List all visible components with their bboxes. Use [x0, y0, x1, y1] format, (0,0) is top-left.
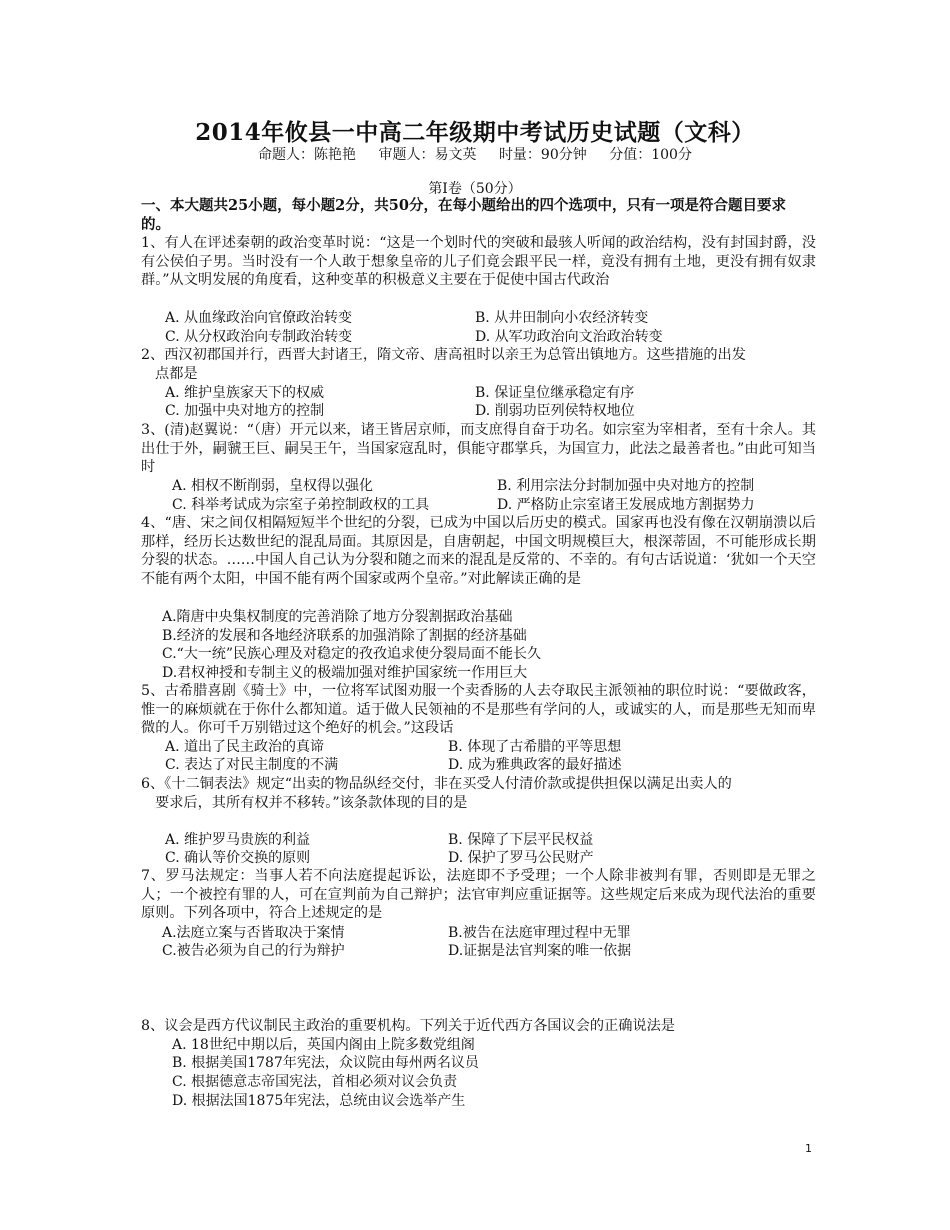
part-heading: 第Ⅰ卷（50分）	[428, 181, 522, 197]
option-c: C.“大一统”民族心理及对稳定的孜孜追求使分裂局面不能长久	[162, 646, 541, 662]
question-stem: 1、有人在评述秦朝的政治变革时说：“这是一个划时代的突破和最骇人听闻的政治结构，没有封国封爵，没有公侯伯子男。当时没有一个人敢于想象皇帝的儿子们竟会跟平民一样，竟没有拥有土地，更没有拥有奴隶群。”从文明发展的角度看，这种变革的积极意义主要在于促使中国古代政治	[141, 235, 816, 289]
question-stem: 7、罗马法规定：当事人若不向法庭提起诉讼，法庭即不予受理；一个人除非被判有罪，否则即是无罪之人；一个被控有罪的人，可在宣判前为自己辩护；法官审判应重证据等。这些规定后来成为现代法治的重要原则。下列各项中，符合上述规定的是	[141, 868, 816, 922]
option-d: D. 严格防止宗室诸王发展成地方割据势力	[497, 497, 755, 513]
option-b: B.经济的发展和各地经济联系的加强消除了割据的经济基础	[162, 628, 527, 644]
option-a: A.隋唐中央集权制度的完善消除了地方分裂割据政治基础	[162, 609, 513, 625]
option-d: D. 从军功政治向文治政治转变	[475, 329, 663, 345]
option-b: B. 利用宗法分封制加强中央对地方的控制	[497, 478, 755, 494]
exam-title: 2014年攸县一中高二年级期中考试历史试题（文科）	[195, 119, 755, 146]
option-a: A. 维护罗马贵族的利益	[165, 832, 311, 848]
question-4	[141, 514, 816, 588]
question-5	[141, 682, 816, 738]
setter: 命题人：陈艳艳	[258, 147, 357, 163]
option-b: B. 保障了下层平民权益	[448, 832, 594, 848]
question-6	[141, 775, 816, 812]
question-stem: 3、(清)赵翼说：“（唐）开元以来，诸王皆居京师，而支庶得自奋于功名。如宗室为宰相者，至有十余人。其出仕于外，嗣虢王巨、嗣吴王午，当国家寇乱时，俱能守郡掌兵，为国宣力，此法之最善者也。”由此可知当时	[141, 422, 816, 476]
option-b: B. 从井田制向小农经济转变	[475, 310, 649, 326]
option-d: D. 成为雅典政客的最好描述	[448, 757, 622, 773]
question-stem-cont: 点都是	[155, 365, 198, 382]
question-3	[141, 421, 816, 477]
question-stem-cont: 要求后，其所有权并不移转。”该条款体现的目的是	[155, 794, 468, 811]
option-d: D.证据是法官判案的唯一依据	[448, 943, 632, 959]
option-a: A. 道出了民主政治的真谛	[165, 739, 325, 755]
option-a: A. 维护皇族家天下的权威	[165, 385, 325, 401]
option-c: C.被告必须为自己的行为辩护	[162, 943, 345, 959]
option-d: D. 保护了罗马公民财产	[448, 850, 594, 866]
option-a: A.法庭立案与否皆取决于案情	[162, 925, 345, 941]
question-2	[141, 346, 816, 383]
question-stem: 6、《十二铜表法》规定“出卖的物品纵经交付，非在买受人付清价款或提供担保以满足出卖人的	[141, 776, 732, 792]
option-b: B. 体现了古希腊的平等思想	[448, 739, 622, 755]
option-c: C. 科举考试成为宗室子弟控制政权的工具	[172, 497, 430, 513]
question-stem: 5、古希腊喜剧《骑士》中，一位将军试图劝服一个卖香肠的人去夺取民主派领袖的职位时说：“要做政客，惟一的麻烦就在于你什么都知道。适于做人民领袖的不是那些有学问的人，或诚实的人，而是那些无知而卑微的人。你可千万别错过这个绝好的机会。”这段话	[141, 683, 816, 737]
question-1	[141, 234, 816, 290]
option-a: A. 相权不断削弱，皇权得以强化	[172, 478, 374, 494]
question-8	[141, 1017, 816, 1036]
option-b: B. 保证皇位继承稳定有序	[475, 385, 635, 401]
option-c: C. 加强中央对地方的控制	[165, 403, 325, 419]
option-b: B. 根据美国1787年宪法，众议院由每州两名议员	[172, 1055, 479, 1071]
exam-meta	[0, 144, 950, 164]
total-score: 分值：100分	[609, 147, 692, 163]
section-instructions: 一、本大题共25小题，每小题2分，共50分，在每小题给出的四个选项中，只有一项是符合题目要求的。	[141, 197, 786, 233]
option-c: C. 表达了对民主制度的不满	[165, 757, 339, 773]
time-limit: 时量：90分钟	[498, 147, 587, 163]
option-a: A. 18世纪中期以后，英国内阁由上院多数党组阁	[172, 1037, 475, 1053]
option-c: C. 从分权政治向专制政治转变	[165, 329, 353, 345]
option-b: B.被告在法庭审理过程中无罪	[448, 925, 631, 941]
question-stem: 2、西汉初郡国并行，西晋大封诸王，隋文帝、唐高祖时以亲王为总管出镇地方。这些措施的出发	[141, 347, 746, 363]
option-a: A. 从血缘政治向官僚政治转变	[165, 310, 353, 326]
option-d: D. 根据法国1875年宪法，总统由议会选举产生	[172, 1093, 466, 1109]
option-d: D. 削弱功臣列侯特权地位	[475, 403, 635, 419]
option-c: C. 根据德意志帝国宪法，首相必须对议会负责	[172, 1074, 458, 1090]
question-stem: 8、议会是西方代议制民主政治的重要机构。下列关于近代西方各国议会的正确说法是	[141, 1018, 675, 1034]
option-c: C. 确认等价交换的原则	[165, 850, 311, 866]
option-d: D.君权神授和专制主义的极端加强对维护国家统一作用巨大	[162, 665, 528, 681]
reviewer: 审题人：易文英	[378, 147, 477, 163]
question-7	[141, 867, 816, 923]
question-stem: 4、“唐、宋之间仅相隔短短半个世纪的分裂，已成为中国以后历史的模式。国家再也没有像在汉朝崩溃以后那样，经历长达数世纪的混乱局面。其原因是，自唐朝起，中国文明规模巨大，根深蒂固，不可能形成长期分裂的状态。……中国人自己认为分裂和随之而来的混乱是反常的、不幸的。有句古话说道：‘犹如一个天空不能有两个太阳，中国不能有两个国家或两个皇帝。”对此解读正确的是	[141, 515, 816, 587]
page-number: 1	[805, 1142, 812, 1155]
